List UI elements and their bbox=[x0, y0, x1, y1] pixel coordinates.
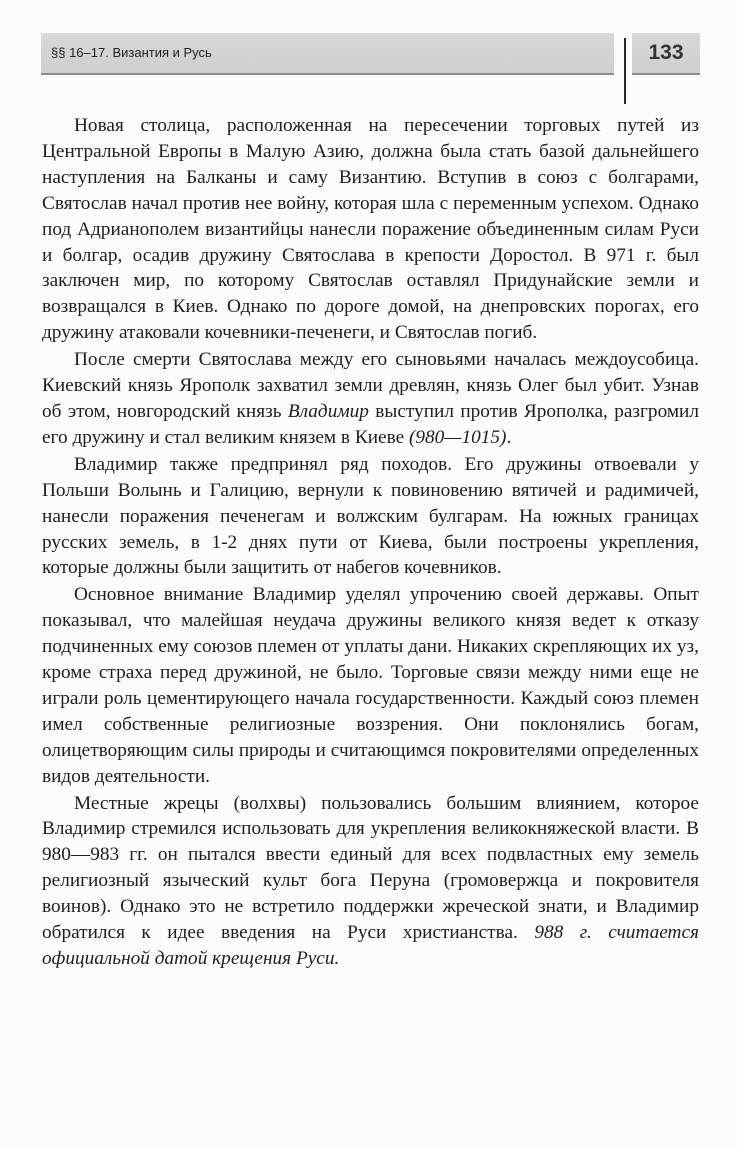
paragraph-2 bbox=[42, 347, 699, 451]
chapter-title: §§ 16–17. Византия и Русь bbox=[51, 45, 212, 60]
running-header bbox=[41, 33, 614, 75]
paragraph-1 bbox=[42, 113, 699, 346]
body-text bbox=[42, 113, 699, 972]
text-run: Новая столица, расположенная на пересечении торговых путей из Центральной Европы в Малую Азию, должна была стать базой дальнейшего наступления на Балканы и саму Византию. Вступив в союз с болгарами, Святослав начал против нее войну, которая шла с переменным успехом. Однако под Адрианополем византийцы нанесли поражение объединенным силам Руси и болгар, осадив дружину Святослава в крепости Доростол. В 971 г. был заключен мир, по которому Святослав оставлял Придунайские земли и возвращался в Киев. Однако по дороге домой, на днепровских порогах, его дружину атаковали кочевники-печенеги, и Святослав погиб. bbox=[42, 115, 699, 344]
emphasis-reign-years: (980—1015) bbox=[408, 426, 507, 448]
emphasis-name-vladimir: Владимир bbox=[287, 400, 369, 422]
paragraph-3 bbox=[42, 452, 699, 582]
header-divider bbox=[624, 38, 626, 104]
text-run: Владимир также предпринял ряд походов. Его дружины отвоевали у Польши Волынь и Галицию, вернули к повиновению вятичей и радимичей, нанесли поражения печенегам и волжским булгарам. На южных границах русских земель, в 1-2 днях пути от Киева, были построены укрепления, которые должны были защитить от набегов кочевников. bbox=[42, 453, 699, 579]
text-run: . bbox=[506, 426, 512, 448]
page-number: 133 bbox=[632, 33, 700, 75]
text-run: Основное внимание Владимир уделял упрочению своей державы. Опыт показывал, что малейшая неудача дружины великого князя ведет к отказу подчиненных ему союзов племен от уплаты дани. Никаких скрепляющих их уз, кроме страха перед дружиной, не было. Торговые связи между ними еще не играли роль цементирующего начала государственности. Каждый союз племен имел собственные религиозные воззрения. Они поклонялись богам, олицетворяющим силы природы и считающимся покровителями определенных видов деятельности. bbox=[42, 584, 699, 787]
text-run: После смерти Святослава между его сыновьями началась междоусобица. Киевский князь Ярополк захватил земли древлян, князь Олег был убит. Узнав об этом, новгородский князь bbox=[42, 349, 699, 422]
emphasis-baptism-date: 988 г. считается официальной датой крещения Руси. bbox=[42, 922, 699, 969]
paragraph-4 bbox=[42, 582, 699, 789]
paragraph-5 bbox=[42, 791, 699, 972]
text-run: выступил против Ярополка, разгромил его дружину и стал великим князем в Киеве bbox=[42, 400, 699, 448]
text-run: Местные жрецы (волхвы) пользовались большим влиянием, которое Владимир стремился использовать для укрепления великокняжеской власти. В 980—983 гг. он пытался ввести единый для всех подвластных ему земель религиозный языческий культ бога Перуна (громовержца и покровителя воинов). Однако это не встретило поддержки жреческой знати, и Владимир обратился к идее введения на Руси христианства. bbox=[42, 792, 699, 944]
